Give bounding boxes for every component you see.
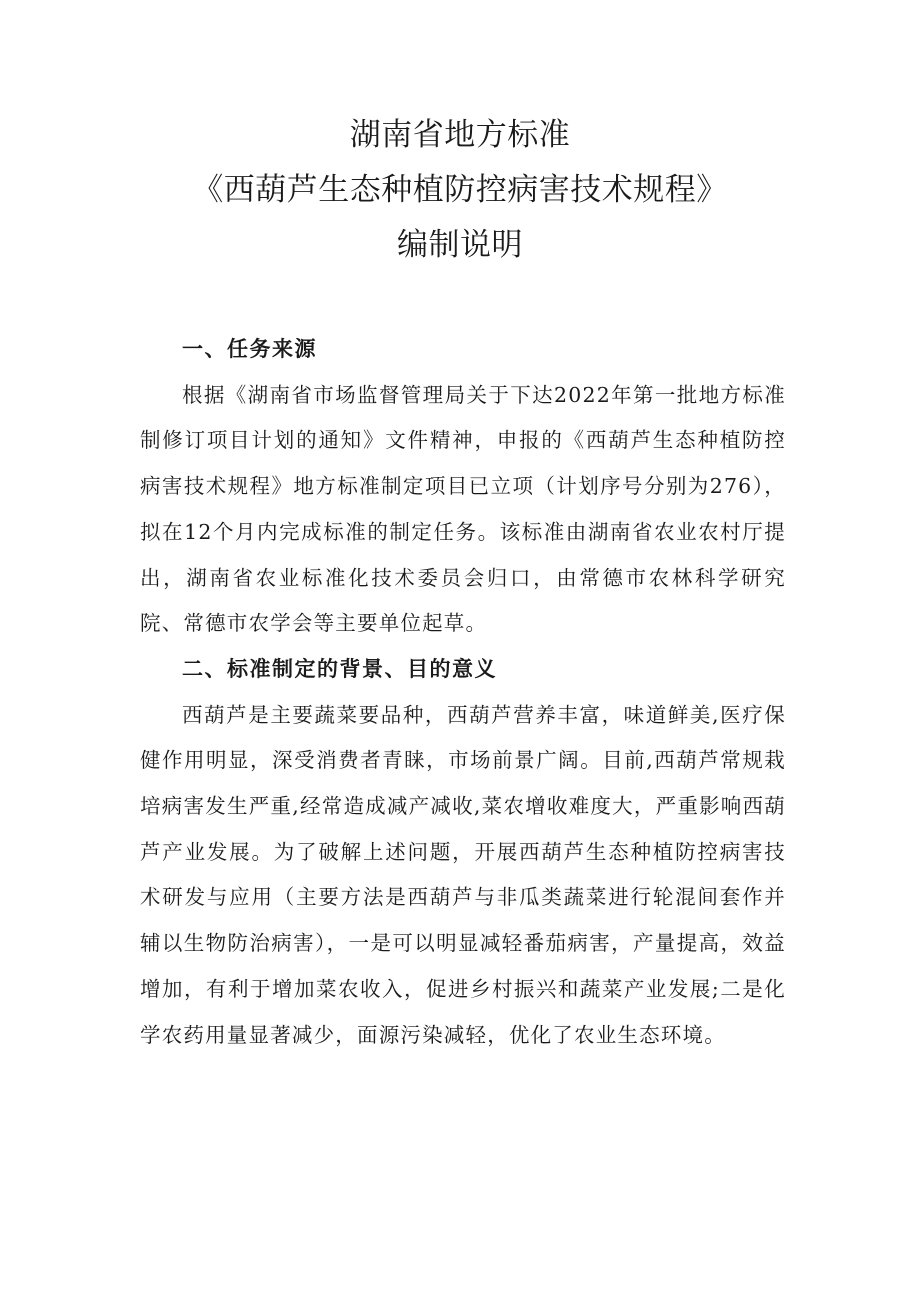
section-heading-background: 二、标准制定的背景、目的意义 [182,656,497,681]
document-body [140,327,786,1058]
title-line-name: 《西葫芦生态种植防控病害技术规程》 [192,172,728,208]
section-heading-task-source: 一、任务来源 [182,337,317,361]
title-line-standard: 湖南省地方标准 [349,117,571,153]
section-paragraph-task-source: 根据《湖南省市场监督管理局关于下达2022年第一批地方标准制修订项目计划的通知》文件精神，申报的《西葫芦生态种植防控病害技术规程》地方标准制定项目已立项（计划序号分别为276），拟在12个月内完成标准的制定任务。该标准由湖南省农业农村厅提出，湖南省农业标准化技术委员会归口，由常德市农林科学研究院、常德市农学会等主要单位起草。 [140,382,786,636]
title-line-subtitle: 编制说明 [397,227,523,263]
section-paragraph-background: 西葫芦是主要蔬菜要品种，西葫芦营养丰富，味道鲜美,医疗保健作用明显，深受消费者青睐，市场前景广阔。目前,西葫芦常规栽培病害发生严重,经常造成减产减收,菜农增收难度大，严重影响西葫芦产业发展。为了破解上述问题，开展西葫芦生态种植防控病害技术研发与应用（主要方法是西葫芦与非瓜类蔬菜进行轮混间套作并辅以生物防治病害），一是可以明显减轻番茄病害，产量提高，效益增加，有利于增加菜农收入，促进乡村振兴和蔬菜产业发展;二是化学农药用量显著减少，面源污染减轻，优化了农业生态环境。 [140,702,786,1047]
document-title [0,108,920,273]
